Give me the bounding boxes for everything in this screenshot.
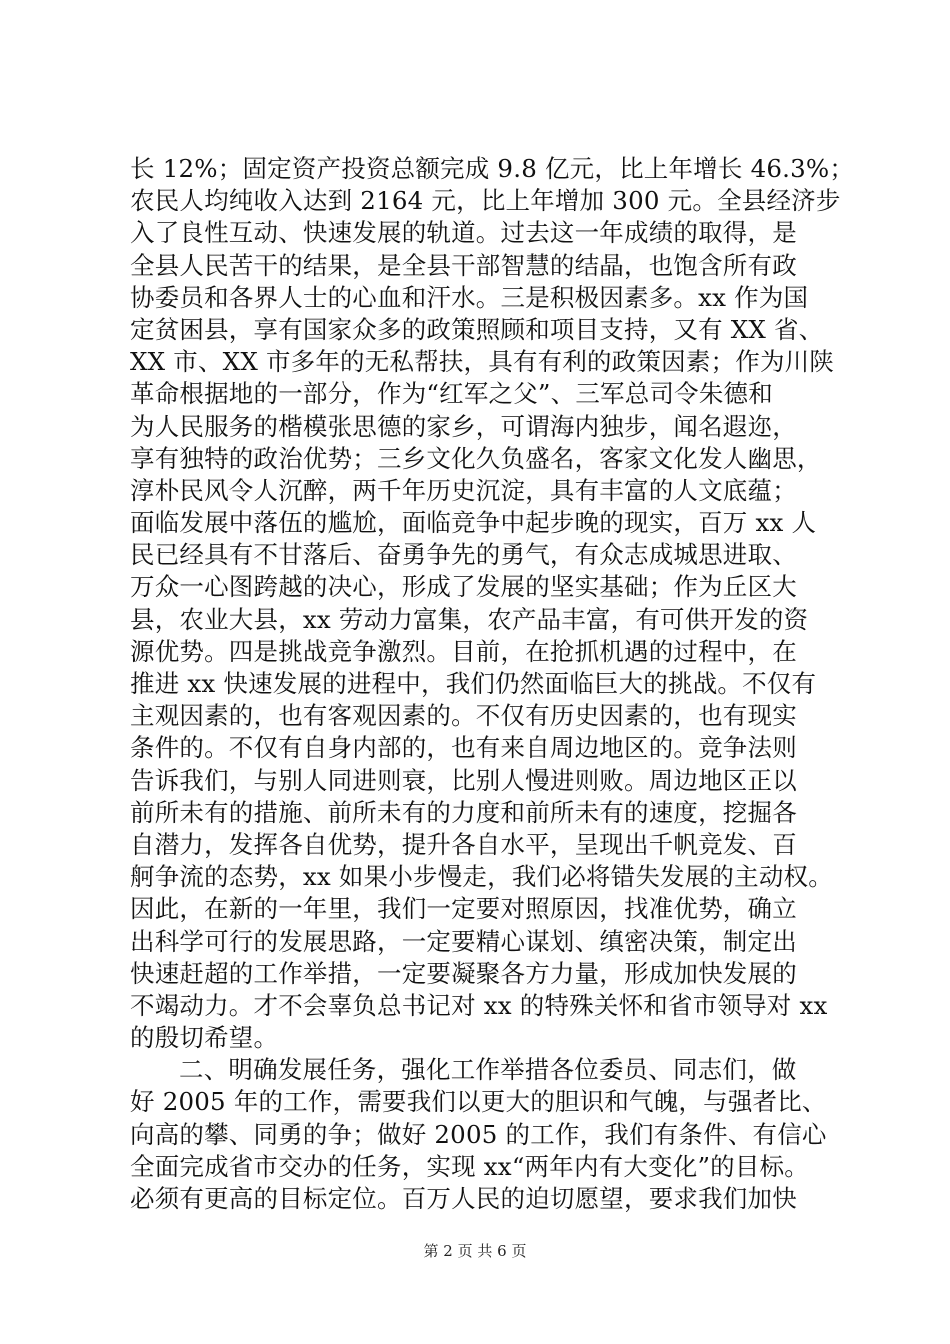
text-line: 入了良性互动、快速发展的轨道。过去这一年成绩的取得，是	[130, 218, 797, 248]
text-line: 万众一心图跨越的决心，形成了发展的坚实基础；作为丘区大	[130, 572, 797, 602]
text-line: 为人民服务的楷模张思德的家乡，可谓海内独步，闻名遐迩，	[130, 411, 797, 441]
text-line: 因此，在新的一年里，我们一定要对照原因，找准优势，确立	[130, 894, 797, 924]
text-line: 出科学可行的发展思路，一定要精心谋划、缜密决策，制定出	[130, 926, 797, 956]
text-line: 向高的攀、同勇的争；做好 2005 的工作，我们有条件、有信心	[130, 1119, 827, 1149]
text-line: 面临发展中落伍的尴尬，面临竞争中起步晚的现实，百万 xx 人	[130, 508, 817, 538]
text-line: 条件的。不仅有自身内部的，也有来自周边地区的。竞争法则	[130, 733, 797, 763]
body-text	[130, 153, 855, 1215]
text-line: 必须有更高的目标定位。百万人民的迫切愿望，要求我们加快	[130, 1184, 797, 1213]
text-line: 协委员和各界人士的心血和汗水。三是积极因素多。xx 作为国	[130, 282, 809, 312]
text-line: 自潜力，发挥各自优势，提升各自水平，呈现出千帆竞发、百	[130, 829, 797, 859]
text-line: 不竭动力。才不会辜负总书记对 xx 的特殊关怀和省市领导对 xx	[130, 990, 828, 1020]
text-line: 定贫困县，享有国家众多的政策照顾和项目支持，又有 XX 省、	[130, 314, 824, 344]
section-heading-line: 二、明确发展任务，强化工作举措各位委员、同志们，做	[179, 1055, 797, 1085]
text-line: 舸争流的态势，xx 如果小步慢走，我们必将错失发展的主动权。	[130, 862, 833, 892]
text-line: 县，农业大县，xx 劳动力富集，农产品丰富，有可供开发的资	[130, 604, 809, 634]
text-line: 好 2005 年的工作，需要我们以更大的胆识和气魄，与强者比、	[130, 1087, 827, 1117]
text-line: 全县人民苦干的结果，是全县干部智慧的结晶，也饱含所有政	[130, 250, 797, 280]
text-line: 源优势。四是挑战竞争激烈。目前，在抢抓机遇的过程中，在	[130, 636, 797, 666]
text-line: 前所未有的措施、前所未有的力度和前所未有的速度，挖掘各	[130, 797, 797, 827]
text-line: 长 12%；固定资产投资总额完成 9.8 亿元，比上年增长 46.3%；	[130, 154, 855, 183]
page-number-footer: 第 2 页 共 6 页	[423, 1242, 527, 1260]
text-line: 革命根据地的一部分，作为“红军之父”、三军总司令朱德和	[130, 379, 773, 409]
text-line: 民已经具有不甘落后、奋勇争先的勇气，有众志成城思进取、	[130, 540, 797, 570]
text-line: 全面完成省市交办的任务，实现 xx“两年内有大变化”的目标。	[130, 1151, 809, 1181]
text-line: 淳朴民风令人沉醉，两千年历史沉淀，具有丰富的人文底蕴；	[130, 475, 797, 505]
text-line: 快速赶超的工作举措，一定要凝聚各方力量，形成加快发展的	[130, 958, 797, 988]
text-line: 享有独特的政治优势；三乡文化久负盛名，客家文化发人幽思，	[130, 443, 822, 473]
text-line: 主观因素的，也有客观因素的。不仅有历史因素的，也有现实	[130, 701, 797, 731]
text-line: 推进 xx 快速发展的进程中，我们仍然面临巨大的挑战。不仅有	[130, 669, 817, 698]
text-line: 的殷切希望。	[130, 1023, 279, 1053]
text-line: 农民人均纯收入达到 2164 元，比上年增加 300 元。全县经济步	[130, 186, 841, 216]
text-line: XX 市、XX 市多年的无私帮扶，具有有利的政策因素；作为川陕	[130, 347, 835, 377]
text-line: 告诉我们，与别人同进则衰，比别人慢进则败。周边地区正以	[130, 765, 797, 795]
